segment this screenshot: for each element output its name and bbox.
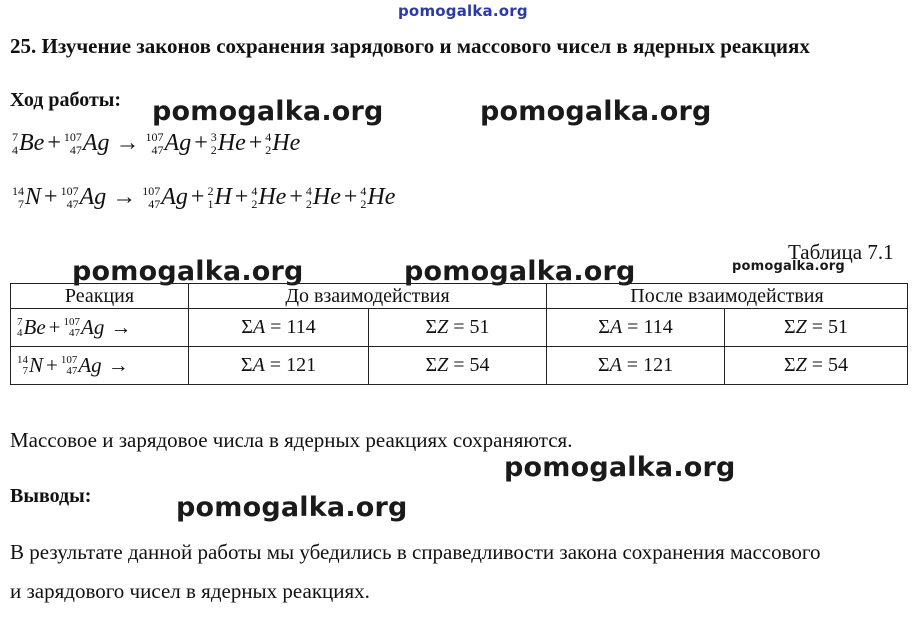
nuclide-numbers (146, 131, 164, 157)
plus-sign: + (48, 315, 61, 339)
nuclide (306, 184, 341, 211)
cell-reaction (11, 309, 189, 347)
charge-number: 2 (360, 196, 367, 211)
reaction-equation-2 (12, 184, 395, 211)
charge-number: 1 (207, 196, 214, 211)
mass-number: 7 (17, 315, 23, 328)
cell-before-charge: ΣZ = 51 (369, 309, 547, 347)
header-after: После взаимодействия (547, 284, 908, 309)
element-symbol: Ag (79, 184, 107, 210)
nuclide-numbers (306, 185, 312, 211)
plus-sign: + (289, 184, 303, 210)
nuclide (61, 184, 107, 211)
table-header-row (11, 284, 908, 309)
cell-after-mass: ΣA = 121 (547, 347, 725, 385)
nuclide-numbers (17, 317, 23, 339)
results-table (10, 283, 908, 385)
mass-number: 4 (251, 183, 258, 198)
nuclide (146, 130, 192, 157)
header-before: До взаимодействия (189, 284, 547, 309)
watermark-3: pomogalka.org (72, 256, 304, 287)
cell-after-charge: ΣZ = 54 (725, 347, 908, 385)
value-after-mass: 121 (643, 354, 674, 376)
watermark-top: pomogalka.org (398, 2, 528, 20)
cell-before-charge: ΣZ = 54 (369, 347, 547, 385)
cell-before-mass: ΣA = 121 (189, 347, 369, 385)
plus-sign: + (44, 184, 58, 210)
plus-sign: + (190, 184, 205, 210)
nuclide (17, 353, 43, 378)
charge-number: 4 (12, 142, 18, 157)
value-after-mass: 114 (643, 316, 673, 338)
charge-number: 47 (66, 364, 78, 377)
charge-number: 7 (22, 364, 28, 377)
result-text: Массовое и зарядовое числа в ядерных реакциях сохраняются. (10, 428, 573, 452)
mass-number: 107 (60, 353, 78, 366)
plus-sign: + (343, 184, 358, 210)
nuclide-numbers (251, 185, 257, 211)
nuclide-numbers (211, 131, 217, 157)
charge-number: 47 (69, 142, 82, 157)
arrow-icon: → (112, 184, 137, 210)
nuclide (142, 184, 188, 211)
plus-sign: + (47, 130, 61, 156)
arrow-icon: → (110, 315, 132, 339)
mass-number: 107 (63, 315, 80, 328)
charge-number: 2 (265, 142, 272, 157)
nuclide (211, 130, 246, 157)
element-symbol: Ag (81, 315, 105, 339)
nuclide-numbers (61, 185, 79, 211)
value-before-charge: 54 (469, 354, 490, 376)
charge-number: 47 (66, 196, 79, 211)
charge-number: 2 (251, 196, 258, 211)
mass-number: 4 (360, 183, 367, 198)
watermark-2: pomogalka.org (480, 96, 712, 127)
nuclide-numbers (64, 317, 81, 339)
value-after-charge: 54 (828, 354, 849, 376)
plus-sign: + (248, 130, 263, 156)
row-reaction-formula (17, 353, 188, 378)
value-before-charge: 51 (469, 316, 490, 338)
mass-number: 107 (142, 183, 161, 198)
conclusion-line-1: В результате данной работы мы убедились в справедливости закона сохранения массового (10, 540, 821, 564)
nuclide (64, 315, 105, 340)
charge-number: 7 (18, 196, 24, 211)
table-caption: Таблица 7.1 (788, 240, 894, 264)
nuclide-numbers (265, 131, 271, 157)
plus-sign: + (194, 130, 208, 156)
conclusions-heading: Выводы: (10, 485, 92, 507)
element-symbol: Be (19, 130, 45, 156)
mass-number: 107 (145, 129, 164, 144)
nuclide (64, 130, 110, 157)
cell-after-charge: ΣZ = 51 (725, 309, 908, 347)
watermark-6: pomogalka.org (176, 492, 408, 523)
watermark-4: pomogalka.org (404, 256, 636, 287)
conclusion-line-2: и зарядового чисел в ядерных реакциях. (10, 579, 370, 603)
mass-number: 14 (12, 183, 24, 198)
nuclide (61, 353, 102, 378)
nuclide-numbers (142, 185, 160, 211)
cell-reaction (11, 347, 189, 385)
nuclide (12, 184, 41, 211)
nuclide (265, 130, 300, 157)
nuclide-numbers (61, 355, 78, 377)
element-symbol: Ag (164, 130, 192, 156)
nuclide (360, 184, 395, 211)
element-symbol: Be (23, 315, 46, 339)
arrow-icon: → (107, 353, 129, 377)
nuclide (251, 184, 286, 211)
element-symbol: Ag (78, 353, 102, 377)
cell-after-mass: ΣA = 114 (547, 309, 725, 347)
watermark-small: pomogalka.org (732, 259, 845, 274)
value-before-mass: 121 (286, 354, 317, 376)
mass-number: 107 (60, 183, 79, 198)
mass-number: 4 (305, 183, 312, 198)
arrow-icon: → (115, 130, 140, 156)
mass-number: 7 (12, 129, 18, 144)
charge-number: 2 (305, 196, 312, 211)
procedure-heading: Ход работы: (10, 89, 122, 111)
nuclide-numbers (64, 131, 82, 157)
watermark-5: pomogalka.org (504, 452, 736, 483)
nuclide-numbers (12, 131, 18, 157)
element-symbol: N (25, 184, 42, 210)
nuclide (12, 130, 44, 157)
mass-number: 3 (210, 129, 217, 144)
nuclide-numbers (207, 185, 213, 211)
mass-number: 4 (265, 129, 272, 144)
value-after-charge: 51 (828, 316, 849, 338)
nuclide-numbers (17, 355, 28, 377)
table-row (11, 309, 908, 347)
mass-number: 107 (63, 129, 82, 144)
nuclide-numbers (12, 185, 24, 211)
mass-number: 14 (17, 353, 28, 366)
page-title: 25. Изучение законов сохранения зарядового и массового чисел в ядерных реакциях (10, 34, 810, 58)
element-symbol: He (367, 184, 396, 210)
row-reaction-formula (17, 315, 188, 340)
cell-before-mass: ΣA = 114 (189, 309, 369, 347)
watermark-1: pomogalka.org (152, 96, 384, 127)
value-before-mass: 114 (286, 316, 316, 338)
element-symbol: N (29, 353, 44, 377)
element-symbol: He (272, 130, 301, 156)
charge-number: 47 (69, 326, 80, 339)
reaction-equation-1 (12, 130, 300, 157)
nuclide-numbers (360, 185, 366, 211)
plus-sign: + (234, 184, 249, 210)
element-symbol: H (214, 184, 232, 210)
nuclide (17, 315, 46, 340)
element-symbol: He (217, 130, 246, 156)
charge-number: 2 (210, 142, 217, 157)
table-row (11, 347, 908, 385)
charge-number: 47 (151, 142, 164, 157)
charge-number: 47 (148, 196, 161, 211)
nuclide (207, 184, 231, 211)
charge-number: 4 (17, 326, 23, 339)
element-symbol: Ag (161, 184, 188, 210)
header-reaction: Реакция (11, 284, 189, 309)
element-symbol: He (312, 184, 341, 210)
element-symbol: He (258, 184, 287, 210)
element-symbol: Ag (82, 130, 110, 156)
mass-number: 2 (207, 183, 214, 198)
plus-sign: + (46, 353, 58, 377)
